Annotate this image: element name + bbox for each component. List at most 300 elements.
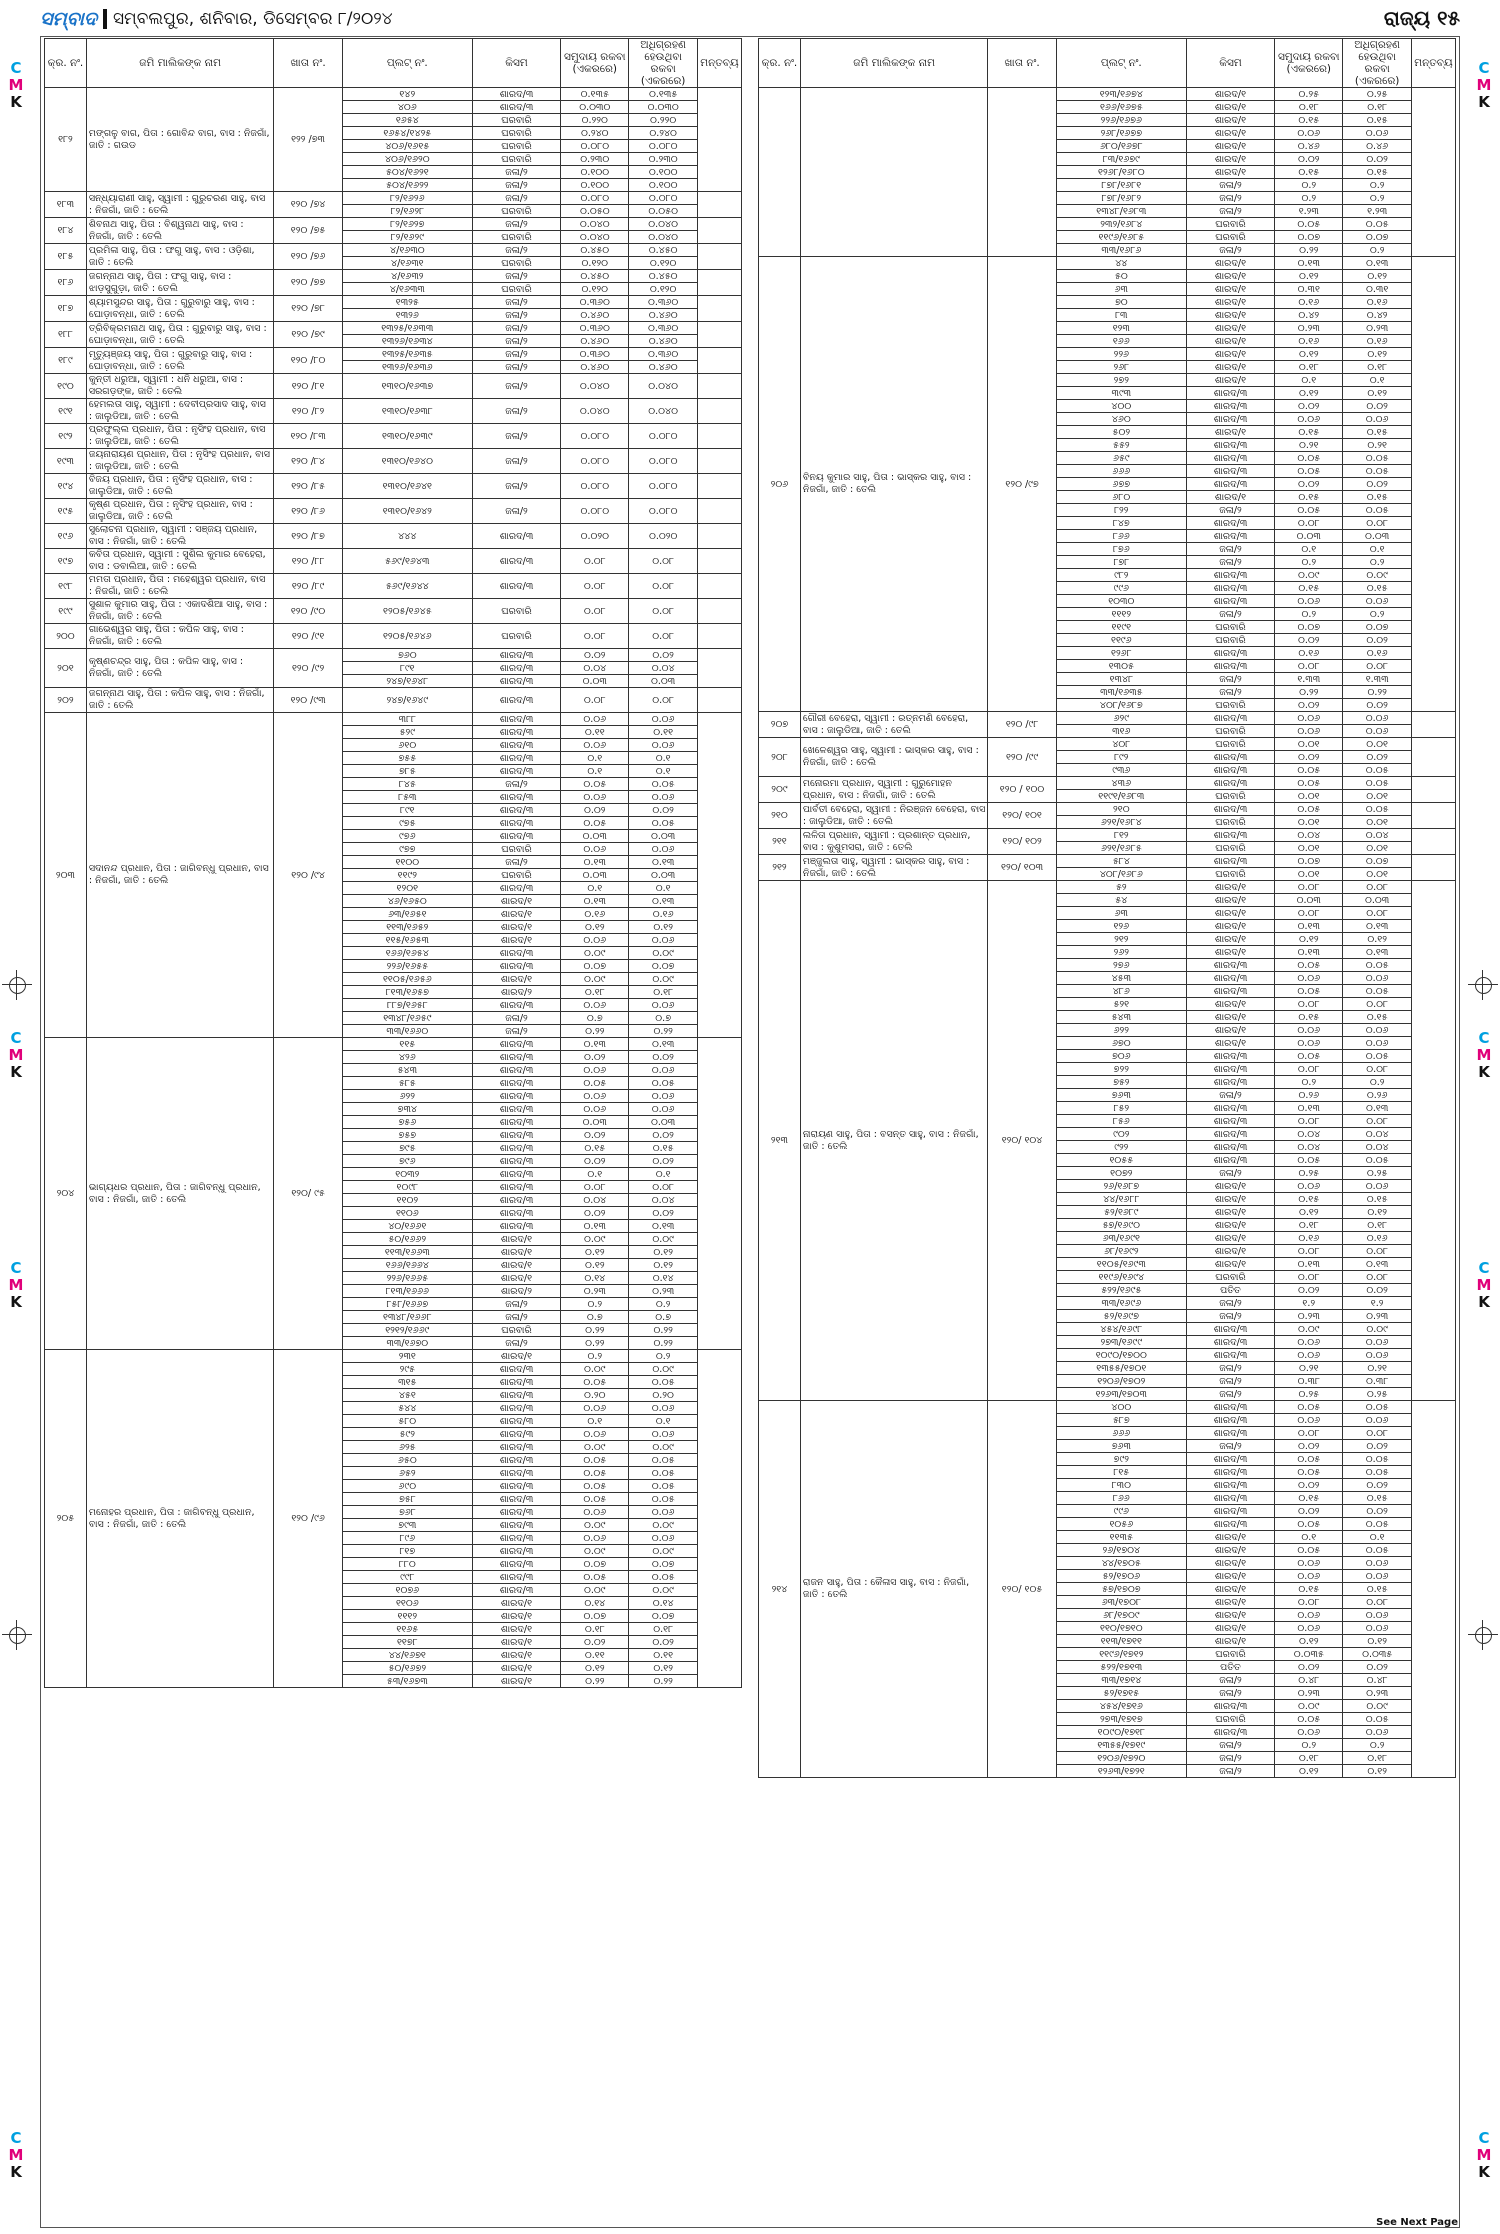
land-type-cell: ଜଳା/୨ [472, 218, 560, 231]
acquired-area-cell: ୦.୦୯ [1343, 1700, 1411, 1713]
acquired-area-cell: ୦.୩୮ [1343, 1375, 1411, 1388]
land-type-cell: ଶାରଦ/୩ [1186, 1414, 1274, 1427]
total-area-cell: ୦.୦୫ [1275, 1518, 1343, 1531]
khata-number-cell: ୧୨୦ /୮୭ [274, 524, 342, 549]
land-type-cell: ଜଳା/୨ [472, 778, 560, 791]
land-type-cell: ଶାରଦ/୩ [472, 1155, 560, 1168]
land-type-cell: ଜଳା/୨ [1186, 1089, 1274, 1102]
land-type-cell: ଘରବାରି [472, 599, 560, 624]
total-area-cell: ୦.୨୦ [561, 1389, 629, 1402]
land-type-cell: ପତିତ [1186, 1661, 1274, 1674]
serial-number-cell: ୨୧୨ [759, 855, 801, 881]
plot-number-cell: ୬୬୬ [1056, 1427, 1186, 1440]
total-area-cell: ୦.୦୫୦ [561, 205, 629, 218]
total-area-cell: ୦.୨୫ [1275, 88, 1343, 101]
land-type-cell: ଜଳା/୨ [472, 361, 560, 374]
total-area-cell: ୦.୧୨୦ [561, 257, 629, 270]
plot-number-cell: ୭୬୩ [1056, 1440, 1186, 1453]
land-type-cell: ଶାରଦ/୩ [1186, 1141, 1274, 1154]
acquired-area-cell: ୦.୨ [1343, 1739, 1411, 1752]
plot-number-cell: ୧୧୩/୧୬୬୩ [342, 1246, 472, 1259]
land-type-cell: ଶାରଦ/୩ [1186, 400, 1274, 413]
dateline: ସମ୍ବଲପୁର, ଶନିବାର, ଡିସେମ୍ବର ୮/୨୦୨୪ [112, 9, 393, 29]
plot-number-cell: ୭୦୬ [1056, 1050, 1186, 1063]
serial-number-cell: ୧୯୪ [45, 474, 87, 499]
plot-number-cell: ୫୪୩ [1056, 1011, 1186, 1024]
plot-number-cell: ୪୮୬ [1056, 985, 1186, 998]
land-type-cell: ଶାରଦ/୧ [472, 1623, 560, 1636]
total-area-cell: ୦.୦୨ [561, 1207, 629, 1220]
acquired-area-cell: ୦.୧୮ [629, 986, 697, 999]
plot-number-cell: ୯୭୬ [342, 830, 472, 843]
khata-number-cell: ୧୨୦ /୯୩ [274, 688, 342, 713]
plot-number-cell: ୭୮୫ [342, 765, 472, 778]
acquired-area-cell: ୦.୦୪ [629, 662, 697, 675]
plot-number-cell: ୪୦୮/୧୬୮୬ [1056, 868, 1186, 881]
total-area-cell: ୦.୧୮ [1275, 101, 1343, 114]
land-type-cell: ଘରବାରି [472, 257, 560, 270]
total-area-cell: ୦.୧୨ [1275, 270, 1343, 283]
total-area-cell: ୦.୧ [561, 1168, 629, 1181]
table-row [45, 1350, 742, 1363]
land-type-cell: ଶାରଦ/୧ [1186, 114, 1274, 127]
total-area-cell: ୦.୦୯ [561, 1519, 629, 1532]
acquired-area-cell: ୦.୦୬ [1343, 1414, 1411, 1427]
land-type-cell: ଶାରଦ/୩ [1186, 1076, 1274, 1089]
total-area-cell: ୦.୦୬ [1275, 595, 1343, 608]
acquired-area-cell: ୦.୨୨ [629, 1337, 697, 1350]
acquired-area-cell: ୦.୧୩ [629, 1038, 697, 1051]
total-area-cell: ୦.୦୨ [1275, 634, 1343, 647]
land-type-cell: ଶାରଦ/୧ [1186, 101, 1274, 114]
plot-number-cell: ୫୨/୧୬୯୭ [1056, 1310, 1186, 1323]
acquired-area-cell: ୦.୦୨ [1343, 1661, 1411, 1674]
plot-number-cell: ୮୨/୧୬୨୯ [342, 231, 472, 244]
total-area-cell: ୦.୦୬ [561, 1428, 629, 1441]
plot-number-cell: ୧୩୦୫ [1056, 660, 1186, 673]
acquired-area-cell: ୦.୨ [629, 1298, 697, 1311]
total-area-cell: ୦.୦୩ [1275, 894, 1343, 907]
serial-number-cell: ୨୦୧ [45, 649, 87, 688]
land-type-cell: ଶାରଦ/୩ [472, 1467, 560, 1480]
land-type-cell: ଶାରଦ/୩ [472, 999, 560, 1012]
total-area-cell: ୦.୧୪ [561, 1272, 629, 1285]
table-row [759, 829, 1456, 842]
total-area-cell: ୦.୦୬ [1275, 127, 1343, 140]
total-area-cell: ୦.୦୪୦ [561, 399, 629, 424]
owner-name-cell: ଭାଗ୍ୟଧର ପ୍ରଧାନ, ପିତା : ଜାଗିବନ୍ଧୁ ପ୍ରଧାନ, ବାସ : ନିଜଗାଁ, ଜାତି : ତେଲି [86, 1038, 273, 1350]
land-type-cell: ଶାରଦ/୧ [1186, 1596, 1274, 1609]
total-area-cell: ୦.୦୩ [561, 1116, 629, 1129]
land-type-cell: ଶାରଦ/୩ [1186, 1401, 1274, 1414]
plot-number-cell: ୮୧୨ [1056, 829, 1186, 842]
total-area-cell: ୦.୦୨ [1275, 153, 1343, 166]
acquired-area-cell: ୦.୨୩୦ [629, 153, 697, 166]
total-area-cell: ୦.୨୨ [1275, 686, 1343, 699]
remark-cell [1411, 88, 1455, 257]
total-area-cell: ୦.୦୮ [1275, 517, 1343, 530]
col-header-total: ସମୁଦାୟ ରକବା (ଏକରରେ) [561, 39, 629, 88]
remark-cell [1411, 881, 1455, 1401]
table-row [45, 574, 742, 599]
land-type-cell: ଶାରଦ/୧ [472, 1272, 560, 1285]
acquired-area-cell: ୦.୦୬ [1343, 1622, 1411, 1635]
land-type-cell: ଜଳା/୨ [472, 374, 560, 399]
acquired-area-cell: ୦.୦୭ [629, 1610, 697, 1623]
plot-number-cell: ୫୨/୧୭୦୬ [1056, 1570, 1186, 1583]
total-area-cell: ୦.୦୫ [1275, 777, 1343, 790]
acquired-area-cell: ୦.୦୫ [1343, 764, 1411, 777]
total-area-cell: ୦.୨୩୦ [561, 153, 629, 166]
total-area-cell: ୦.୧୨ [561, 1259, 629, 1272]
plot-number-cell: ୯୭୫ [342, 817, 472, 830]
land-type-cell: ଶାରଦ/୩ [472, 549, 560, 574]
table-row [45, 88, 742, 101]
plot-number-cell: ୮୨/୧୬୨୮ [342, 205, 472, 218]
acquired-area-cell: ୦.୨ [1343, 244, 1411, 257]
serial-number-cell: ୨୦୯ [759, 777, 801, 803]
total-area-cell: ୦.୦୫ [1275, 218, 1343, 231]
serial-number-cell: ୧୯୩ [45, 449, 87, 474]
acquired-area-cell: ୦.୦୮ [629, 549, 697, 574]
owner-name-cell: ମମତା ପ୍ରଧାନ, ପିତା : ମହେଶ୍ୱର ପ୍ରଧାନ, ବାସ : ନିଜଗାଁ, ଜାତି : ତେଲି [86, 574, 273, 599]
total-area-cell: ୦.୦୭ [1275, 231, 1343, 244]
land-type-cell: ଶାରଦ/୩ [1186, 569, 1274, 582]
acquired-area-cell: ୦.୦୫ [1343, 1154, 1411, 1167]
land-type-cell: ଶାରଦ/୩ [472, 662, 560, 675]
total-area-cell: ୦.୧୩ [561, 856, 629, 869]
divider-bar [103, 9, 107, 29]
table-row [45, 218, 742, 231]
table-row [45, 296, 742, 309]
plot-number-cell: ୩୩/୧୬୬୦ [342, 1025, 472, 1038]
land-type-cell: ଶାରଦ/୩ [472, 1545, 560, 1558]
plot-number-cell: ୧୨୦୫/୧୬୪୫ [342, 599, 472, 624]
acquired-area-cell: ୦.୧୨ [1343, 348, 1411, 361]
plot-number-cell: ୧୧୯୧/୧୬୮୩ [1056, 790, 1186, 803]
land-type-cell: ଶାରଦ/୩ [1186, 1115, 1274, 1128]
acquired-area-cell: ୦.୦୬ [1343, 1180, 1411, 1193]
total-area-cell: ୦.୦୯ [1275, 1700, 1343, 1713]
total-area-cell: ୦.୧୩ [561, 1038, 629, 1051]
plot-number-cell: ୧୩୫୫/୧୭୦୧ [1056, 1362, 1186, 1375]
acquired-area-cell: ୦.୧୨ [1343, 1765, 1411, 1778]
acquired-area-cell: ୦.୦୫ [1343, 1544, 1411, 1557]
acquired-area-cell: ୦.୦୩ [629, 675, 697, 688]
owner-name-cell: କୁନ୍ତୀ ଧରୁଆ, ସ୍ୱାମୀ : ଧନି ଧରୁଆ, ବାସ : ସରଗଡ଼ଙ୍କ, ଜାତି : ତେଲି [86, 374, 273, 399]
registration-mark-icon [2, 970, 32, 1000]
acquired-area-cell: ୦.୦୫ [1343, 803, 1411, 816]
total-area-cell: ୦.୧ [1275, 1531, 1343, 1544]
land-type-cell: ଘରବାରି [472, 140, 560, 153]
masthead [40, 4, 1460, 32]
acquired-area-cell: ୧.୩୩ [1343, 673, 1411, 686]
total-area-cell: ୦.୧୨ [561, 921, 629, 934]
land-type-cell: ଶାରଦ/୩ [472, 1441, 560, 1454]
total-area-cell: ୦.୦୨ [561, 804, 629, 817]
land-type-cell: ଶାରଦ/୩ [1186, 595, 1274, 608]
total-area-cell: ୦.୨ [1275, 556, 1343, 569]
table-header-row [759, 39, 1456, 88]
total-area-cell: ୦.୦୫ [1275, 1154, 1343, 1167]
acquired-area-cell: ୦.୧୨ [629, 1259, 697, 1272]
remark-cell [697, 322, 741, 348]
land-type-cell: ଶାରଦ/୩ [1186, 1453, 1274, 1466]
acquired-area-cell: ୦.୦୪ [629, 1194, 697, 1207]
land-type-cell: ଶାରଦ/୧ [1186, 1180, 1274, 1193]
land-type-cell: ଶାରଦ/୩ [472, 1532, 560, 1545]
plot-number-cell: ୧୧୯୬/୧୬୯୪ [1056, 1271, 1186, 1284]
col-header-plot: ପ୍ଲଟ୍ ନଂ. [1056, 39, 1186, 88]
khata-number-cell: ୧୨୦ /୯୦ [274, 599, 342, 624]
plot-number-cell: ୧୨୬୩/୧୭୦୩ [1056, 1388, 1186, 1401]
land-type-cell: ଶାରଦ/୩ [1186, 1050, 1274, 1063]
serial-number-cell: ୨୦୭ [759, 712, 801, 738]
khata-number-cell: ୧୨୦ /୮୫ [274, 474, 342, 499]
plot-number-cell: ୮୨୨ [1056, 504, 1186, 517]
land-type-cell: ଶାରଦ/୧ [1186, 283, 1274, 296]
total-area-cell: ୦.୧୫ [1275, 491, 1343, 504]
total-area-cell: ୦.୨୨ [561, 1324, 629, 1337]
total-area-cell: ୦.୦୨ [561, 1051, 629, 1064]
owner-name-cell: ଶ୍ୟାମସୁନ୍ଦର ସାହୁ, ପିତା : ଗୁରୁବାରୁ ସାହୁ, ବାସ : ଘୋଡ଼ାବନ୍ଧା, ଜାତି : ତେଲି [86, 296, 273, 322]
serial-number-cell: ୨୧୪ [759, 1401, 801, 1778]
total-area-cell: ୦.୦୨ [1275, 1284, 1343, 1297]
total-area-cell: ୦.୦୮୦ [561, 499, 629, 524]
acquired-area-cell: ୦.୦୨ [629, 1155, 697, 1168]
land-type-cell: ଶାରଦ/୩ [1186, 712, 1274, 725]
plot-number-cell: ୧୦୭୨ [1056, 1167, 1186, 1180]
land-type-cell: ଶାରଦ/୩ [1186, 1466, 1274, 1479]
total-area-cell: ୦.୧୩ [1275, 920, 1343, 933]
acquired-area-cell: ୦.୦୬ [629, 1506, 697, 1519]
land-type-cell: ଘରବାରି [472, 283, 560, 296]
plot-number-cell: ୮୯୨ [1056, 751, 1186, 764]
acquired-area-cell: ୦.୦୬ [1343, 725, 1411, 738]
acquired-area-cell: ୦.୨୫ [1343, 1167, 1411, 1180]
col-header-sl: କ୍ର. ନଂ. [759, 39, 801, 88]
acquired-area-cell: ୦.୦୬ [1343, 972, 1411, 985]
total-area-cell: ୦.୧୨ [1275, 933, 1343, 946]
serial-number-cell: ୧୮୩ [45, 192, 87, 218]
plot-number-cell: ୬୫୦ [342, 1454, 472, 1467]
plot-number-cell: ୪୪ [1056, 257, 1186, 270]
land-type-cell: ଶାରଦ/୧ [1186, 933, 1274, 946]
owner-name-cell: ସୁଶାଳ କୁମାର ସାହୁ, ପିତା : ଏକାଦଶିଆ ସାହୁ, ବାସ : ନିଜଗାଁ, ଜାତି : ତେଲି [86, 599, 273, 624]
serial-number-cell [759, 88, 801, 257]
land-type-cell: ଶାରଦ/୩ [1186, 465, 1274, 478]
table-row [759, 257, 1456, 270]
plot-number-cell: ୧୨୩/୧୬୭୪ [1056, 88, 1186, 101]
plot-number-cell: ୭୫୭ [342, 1129, 472, 1142]
plot-number-cell: ୫୪ [1056, 894, 1186, 907]
land-type-cell: ଶାରଦ/୩ [472, 1506, 560, 1519]
land-type-cell: ଶାରଦ/୩ [472, 101, 560, 114]
land-type-cell: ଶାରଦ/୧ [1186, 1037, 1274, 1050]
remark-cell [697, 524, 741, 549]
acquired-area-cell: ୦.୦୫ [1343, 504, 1411, 517]
plot-number-cell: ୧୧୯୧ [1056, 621, 1186, 634]
acquired-area-cell: ୦.୦୮ [1343, 1427, 1411, 1440]
acquired-area-cell: ୦.୦୧ [1343, 738, 1411, 751]
acquired-area-cell: ୦.୦୩ [1343, 894, 1411, 907]
total-area-cell: ୦.୧୧ [561, 1649, 629, 1662]
total-area-cell: ୦.୦୬ [561, 934, 629, 947]
acquired-area-cell: ୦.୨ [1343, 608, 1411, 621]
table-row [45, 499, 742, 524]
table-row [759, 777, 1456, 790]
serial-number-cell: ୧୮୯ [45, 348, 87, 374]
plot-number-cell: ୧୦୭୬ [342, 1584, 472, 1597]
acquired-area-cell: ୦.୦୬ [629, 1532, 697, 1545]
plot-number-cell: ୪୦୮/୧୬୮୭ [1056, 699, 1186, 712]
total-area-cell: ୦.୦୨ [561, 649, 629, 662]
total-area-cell: ୦.୦୪ [561, 1194, 629, 1207]
registration-mark-icon [1468, 970, 1498, 1000]
serial-number-cell: ୧୮୮ [45, 322, 87, 348]
plot-number-cell: ୪୩୬ [1056, 777, 1186, 790]
plot-number-cell: ୧୧୭୮ [342, 1636, 472, 1649]
land-type-cell: ଶାରଦ/୩ [472, 1129, 560, 1142]
plot-number-cell: ୧୬୬/୧୬୬୪ [342, 1259, 472, 1272]
remark-cell [697, 244, 741, 270]
land-type-cell: ଶାରଦ/୩ [472, 726, 560, 739]
land-type-cell: ଜଳା/୨ [472, 309, 560, 322]
land-type-cell: ଶାରଦ/୧ [1186, 348, 1274, 361]
acquired-area-cell: ୦.୦୮ [629, 574, 697, 599]
land-type-cell: ଶାରଦ/୩ [1186, 387, 1274, 400]
total-area-cell: ୦.୪୫୦ [561, 270, 629, 283]
acquired-area-cell: ୦.୨୦ [629, 1389, 697, 1402]
acquired-area-cell: ୦.୦୮ [1343, 1245, 1411, 1258]
land-type-cell: ଘରବାରି [1186, 790, 1274, 803]
remark-cell [697, 88, 741, 192]
total-area-cell: ୦.୦୬ [1275, 1609, 1343, 1622]
remark-cell [1411, 257, 1455, 712]
serial-number-cell: ୧୯୦ [45, 374, 87, 399]
plot-number-cell: ୫୪୩ [342, 1064, 472, 1077]
acquired-area-cell: ୦.୧୫ [1343, 582, 1411, 595]
plot-number-cell: ୮୬୬ [1056, 530, 1186, 543]
land-type-cell: ଜଳା/୨ [472, 322, 560, 335]
total-area-cell: ୦.୦୫ [1275, 465, 1343, 478]
total-area-cell: ୦.୧୦୦ [561, 166, 629, 179]
plot-number-cell: ୮୨/୧୬୨୬ [342, 192, 472, 205]
land-type-cell: ଜଳା/୨ [1186, 192, 1274, 205]
land-type-cell: ଶାରଦ/୩ [472, 649, 560, 662]
plot-number-cell: ୭୬୮ [342, 1506, 472, 1519]
table-row [45, 399, 742, 424]
plot-number-cell: ୪୨୬ [342, 1051, 472, 1064]
acquired-area-cell: ୦.୧୫ [1343, 491, 1411, 504]
remark-cell [697, 374, 741, 399]
owner-name-cell: ପାର୍ବତୀ ବେହେରା, ସ୍ୱାମୀ : ନିରଞ୍ଜନ ବେହେରା, ବାସ : ଜାଲୁଡିଆ, ଜାତି : ତେଲି [800, 803, 987, 829]
land-type-cell: ଶାରଦ/୩ [472, 1207, 560, 1220]
land-type-cell: ଶାରଦ/୩ [472, 947, 560, 960]
land-type-cell: ଶାରଦ/୧ [1186, 1531, 1274, 1544]
land-type-cell: ଘରବାରି [472, 869, 560, 882]
acquired-area-cell: ୦.୦୯ [629, 1519, 697, 1532]
land-type-cell: ଶାରଦ/୧ [472, 973, 560, 986]
plot-number-cell: ୧୧୦୨ [342, 1194, 472, 1207]
total-area-cell: ୦.୦୯ [561, 947, 629, 960]
khata-number-cell: ୧୨୦ /୭୯ [274, 322, 342, 348]
total-area-cell: ୦.୦୬ [1275, 1570, 1343, 1583]
plot-number-cell: ୧୨୬୮ [1056, 647, 1186, 660]
plot-number-cell: ୭୯୫ [342, 1142, 472, 1155]
acquired-area-cell: ୦.୦୨ [629, 649, 697, 662]
total-area-cell: ୦.୧୫ [1275, 114, 1343, 127]
total-area-cell: ୦.୦୨ [1275, 478, 1343, 491]
total-area-cell: ୦.୦୯ [1275, 569, 1343, 582]
acquired-area-cell: ୦.୨ [629, 1350, 697, 1363]
acquired-area-cell: ୦.୦୯ [629, 1441, 697, 1454]
total-area-cell: ୦.୧ [561, 765, 629, 778]
table-row [45, 348, 742, 361]
total-area-cell: ୦.୦୪ [1275, 1128, 1343, 1141]
acquired-area-cell: ୦.୦୫ [1343, 1466, 1411, 1479]
land-type-cell: ଶାରଦ/୩ [472, 1584, 560, 1597]
land-type-cell: ଘରବାରି [472, 624, 560, 649]
owner-name-cell: ଗୌରୀ ବେହେରା, ସ୍ୱାମୀ : ରତ୍ନମଣି ବେହେରା, ବାସ : ଜାଲୁଡିଆ, ଜାତି : ତେଲି [800, 712, 987, 738]
table-row [45, 713, 742, 726]
acquired-area-cell: ୦.୦୮ [1343, 998, 1411, 1011]
acquired-area-cell: ୦.୦୨ [1343, 1505, 1411, 1518]
owner-name-cell: ପ୍ରଫୁଲ୍ଲ ପ୍ରଧାନ, ପିତା : ନୃସିଂହ ପ୍ରଧାନ, ବାସ : ଜାଲୁଡିଆ, ଜାତି : ତେଲି [86, 424, 273, 449]
land-type-cell: ଶାରଦ/୧ [1186, 335, 1274, 348]
land-type-cell: ଶାରଦ/୩ [472, 1571, 560, 1584]
total-area-cell: ୦.୦୫ [1275, 1544, 1343, 1557]
plot-number-cell: ୨୨୬/୧୬୭୬ [1056, 114, 1186, 127]
total-area-cell: ୦.୨୩ [1275, 322, 1343, 335]
table-row [759, 855, 1456, 868]
acquired-area-cell: ୦.୦୮ [1343, 660, 1411, 673]
total-area-cell: ୦.୦୨ [1275, 699, 1343, 712]
acquired-area-cell: ୦.୧ [629, 752, 697, 765]
plot-number-cell: ୩୩/୧୬୮୬ [1056, 244, 1186, 257]
newspaper-logo: ସମ୍ବାଦ [40, 8, 97, 30]
land-type-cell: ଶାରଦ/୩ [472, 1389, 560, 1402]
acquired-area-cell: ୦.୦୪ [1343, 1141, 1411, 1154]
acquired-area-cell: ୦.୧୪ [629, 1597, 697, 1610]
total-area-cell: ୦.୦୬ [1275, 972, 1343, 985]
land-type-cell: ଶାରଦ/୩ [1186, 1102, 1274, 1115]
acquired-area-cell: ୦.୧୮ [1343, 1752, 1411, 1765]
col-header-acq: ଅଧିଗ୍ରହଣ ହେଉଥିବା ରକବା (ଏକରରେ) [1343, 39, 1411, 88]
total-area-cell: ୦.୦୫ [1275, 803, 1343, 816]
total-area-cell: ୦.୧୨ [1275, 387, 1343, 400]
serial-number-cell: ୧୯୭ [45, 549, 87, 574]
table-row [759, 738, 1456, 751]
acquired-area-cell: ୦.୦୬ [1343, 1349, 1411, 1362]
plot-number-cell: ୪୦୦ [1056, 1401, 1186, 1414]
land-type-cell: ଶାରଦ/୧ [1186, 1557, 1274, 1570]
plot-number-cell: ୮୧୩/୧୬୬୬ [342, 1285, 472, 1298]
total-area-cell: ୦.୨୩ [1275, 1310, 1343, 1323]
total-area-cell: ୦.୨୨ [561, 1337, 629, 1350]
left-land-table [44, 38, 742, 1688]
total-area-cell: ୦.୦୨ [561, 1155, 629, 1168]
cmk-marker: C M K [1476, 1259, 1492, 1311]
total-area-cell: ୦.୩୬୦ [561, 348, 629, 361]
remark-cell [1411, 1401, 1455, 1778]
total-area-cell: ୦.୦୩ [1275, 530, 1343, 543]
plot-number-cell: ୫୨୧ [1056, 998, 1186, 1011]
serial-number-cell: ୧୯୯ [45, 599, 87, 624]
total-area-cell: ୦.୦୯ [561, 1584, 629, 1597]
plot-number-cell: ୪୦୦ [1056, 400, 1186, 413]
owner-name-cell: ହେମଲତା ସାହୁ, ସ୍ୱାମୀ : ଦେବୀପ୍ରସାଦ ସାହୁ, ବାସ : ଜାଲୁଡିଆ, ଜାତି : ତେଲି [86, 399, 273, 424]
